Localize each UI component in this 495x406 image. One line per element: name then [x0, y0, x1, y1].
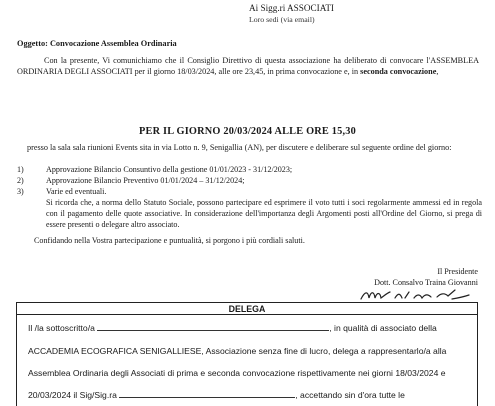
handwritten-signature [359, 287, 471, 303]
subject-line: Oggetto: Convocazione Assemblea Ordinaria [17, 39, 177, 48]
delega-divider [16, 314, 478, 315]
intro-paragraph [17, 55, 479, 78]
delega-line-2: ACCADEMIA ECOGRAFICA SENIGALLIESE, Associazione senza fine di lucro, delega a rappresentarlo/a alla [28, 346, 447, 356]
recipient-block [249, 3, 334, 25]
delega-title: DELEGA [228, 304, 266, 314]
intro-punct: , [436, 67, 439, 77]
delega-line-1 [28, 322, 437, 333]
closing-line: Confidando nella Vostra partecipazione e puntualità, si porgono i più cordiali saluti. [34, 236, 305, 245]
delegate-label: 20/03/2024 il Sig/Sig.ra [28, 390, 117, 400]
signatory-name: Dott. Consalvo Traina Giovanni [374, 278, 478, 287]
recipient-subline: Loro sedi (via email) [249, 15, 315, 24]
recipient-line: Ai Sigg.ri ASSOCIATI [249, 3, 334, 13]
delega-accept-text: , accettando sin d'ora tutte le [295, 390, 405, 400]
agenda-item [17, 164, 482, 175]
agenda-list [17, 164, 482, 231]
intro-text: Con la presente, Vi comunichiamo che il Consiglio Direttivo di questa associazione ha deliberato di convocare l'ASSEMBLEA ORDINARIA DEGLI ASSOCIATI per il giorno 18/03/2024, alle ore 23,45, in prima convocazione e, in [17, 56, 479, 77]
meeting-date-heading: PER IL GIORNO 20/03/2024 ALLE ORE 15,30 [139, 126, 356, 137]
delega-line-3: Assemblea Ordinaria degli Associati di prima e seconda convocazione rispettivamente nei giorni 18/03/2024 e [28, 368, 446, 378]
agenda-number: 3) [17, 187, 24, 197]
agenda-text: Varie ed eventuali. [46, 187, 107, 197]
agenda-number: 2) [17, 176, 24, 186]
agenda-text: Approvazione Bilancio Consuntivo della gestione 01/01/2023 - 31/12/2023; [46, 165, 293, 174]
agenda-number: 1) [17, 165, 24, 174]
statute-note: Si ricorda che, a norma dello Statuto Sociale, possono partecipare ed esprimere il voto tutti i soci regolarmente ammessi ed in regola con il pagamento delle quote associative. In considerazione dell'importanza degli Argomenti posti all'Ordine del Giorno, si prega di essere presenti o delegare altro associato. [46, 198, 482, 230]
delegate-name-field[interactable] [119, 389, 295, 398]
delega-line-4 [28, 389, 405, 400]
agenda-item [17, 175, 482, 186]
delega-role-text: , in qualità di associato della [329, 323, 437, 333]
agenda-text: Approvazione Bilancio Preventivo 01/01/2024 – 31/12/2024; [46, 176, 245, 186]
delega-name-label: Il /la sottoscritto/a [28, 323, 95, 333]
signatory-role: Il Presidente [437, 267, 478, 276]
signatory-block [374, 266, 478, 288]
intro-second-call: seconda convocazione [360, 67, 437, 77]
agenda-item [17, 186, 482, 197]
location-paragraph: presso la sala sala riunioni Events sita in via Lotto n. 9, Senigallia (AN), per discutere e deliberare sul seguente ordine del giorno: [27, 143, 452, 152]
delegator-name-field[interactable] [97, 322, 329, 331]
